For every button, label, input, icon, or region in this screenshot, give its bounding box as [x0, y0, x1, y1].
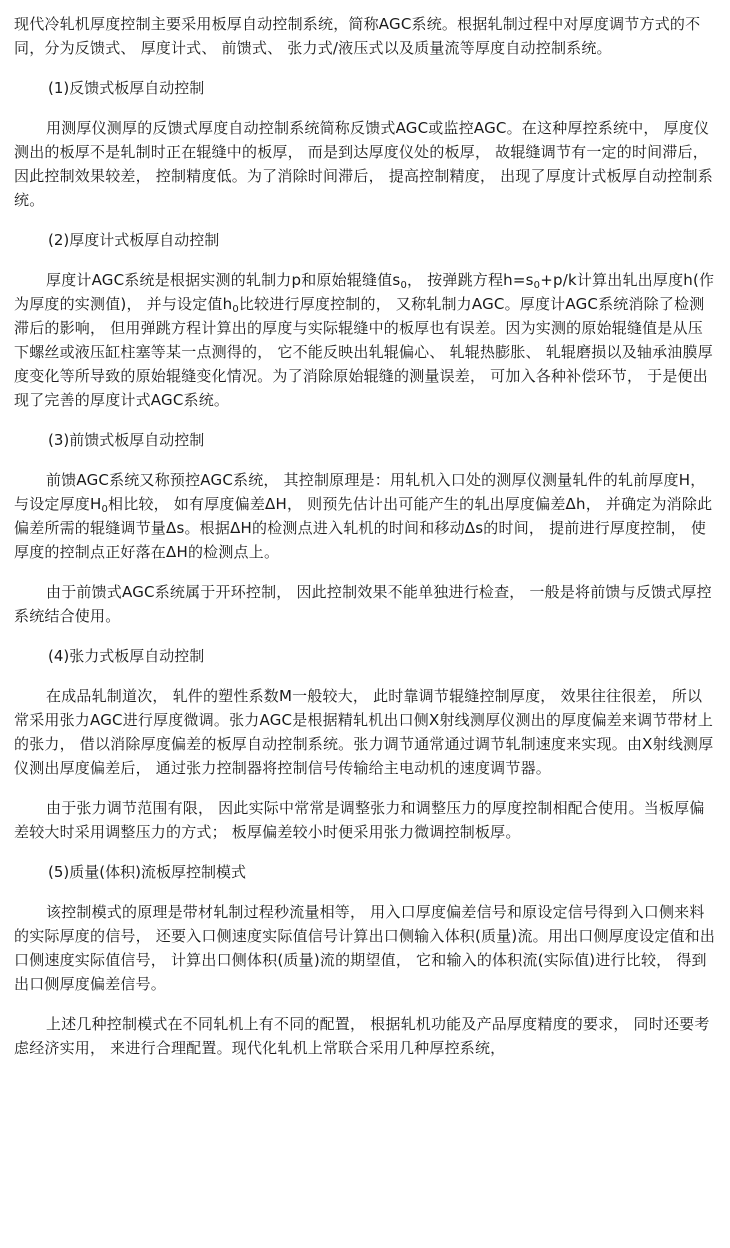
s2-text-a: 厚度计AGC系统是根据实测的轧制力p和原始辊缝值s	[46, 271, 401, 289]
section-4-heading: (4)张力式板厚自动控制	[48, 647, 205, 665]
section-3-paragraph-1	[14, 468, 716, 564]
section-4-paragraph-2: 由于张力调节范围有限， 因此实际中常常是调整张力和调整压力的厚度控制相配合使用。当板厚偏差较大时采用调整压力的方式； 板厚偏差较小时便采用张力微调控制板厚。	[14, 799, 705, 841]
s2-text-b: ， 按弹跳方程h=s	[407, 271, 534, 289]
intro-paragraph: 现代冷轧机厚度控制主要采用板厚自动控制系统，简称AGC系统。根据轧制过程中对厚度调节方式的不同，分为反馈式、 厚度计式、 前馈式、 张力式/液压式以及质量流等厚度自动控制系统。	[14, 15, 701, 57]
section-3-paragraph-2: 由于前馈式AGC系统属于开环控制， 因此控制效果不能单独进行检查， 一般是将前馈与反馈式厚控系统结合使用。	[14, 583, 712, 625]
section-5-heading: (5)质量(体积)流板厚控制模式	[48, 863, 246, 881]
s2-sub-2: 0	[533, 280, 541, 291]
section-1-heading: (1)反馈式板厚自动控制	[48, 79, 205, 97]
s2-text-d: 比较进行厚度控制的， 又称轧制力AGC。厚度计AGC系统消除了检测滞后的影响， 但用弹跳方程计算出的厚度与实际辊缝中的板厚也有误差。因为实测的原始辊缝值是从压下螺丝或液压缸柱塞等某一点测得的， 它不能反映出轧辊偏心、 轧辊热膨胀、 轧辊磨损以及轴承油膜厚度变化等所导致的原始辊缝变化情况。为了消除原始辊缝的测量误差， 可加入各种补偿环节， 于是便出现了完善的厚度计式AGC系统。	[14, 295, 713, 409]
s2-sub-1: 0	[400, 280, 407, 291]
section-5-paragraph-2: 上述几种控制模式在不同轧机上有不同的配置， 根据轧机功能及产品厚度精度的要求， 同时还要考虑经济实用， 来进行合理配置。现代化轧机上常联合采用几种厚控系统，	[14, 1015, 710, 1057]
s3-text-a: 前馈AGC系统又称预控AGC系统， 其控制原理是：用轧机入口处的测厚仪测量轧件的轧前厚度H，与设定厚度H	[14, 471, 706, 513]
section-4-paragraph-1: 在成品轧制道次， 轧件的塑性系数M一般较大， 此时靠调节辊缝控制厚度， 效果往往很差， 所以常采用张力AGC进行厚度微调。张力AGC是根据精轧机出口侧X射线测厚仪测出的厚度偏差来调节带材上的张力， 借以消除厚度偏差的板厚自动控制系统。张力调节通常通过调节轧制速度来实现。由X射线测厚仪测出厚度偏差后， 通过张力控制器将控制信号传输给主电动机的速度调节器。	[14, 687, 714, 777]
s3-sub-1: 0	[101, 504, 109, 515]
s2-text-c: +p/k计算出轧出厚度h(作为厚度的实测值)， 并与设定值h	[14, 271, 715, 313]
section-2-heading: (2)厚度计式板厚自动控制	[48, 231, 220, 249]
section-1-paragraph: 用测厚仪测厚的反馈式厚度自动控制系统简称反馈式AGC或监控AGC。在这种厚控系统中， 厚度仪测出的板厚不是轧制时正在辊缝中的板厚， 而是到达厚度仪处的板厚， 故辊缝调节有一定的时间滞后， 因此控制效果较差， 控制精度低。为了消除时间滞后， 提高控制精度， 出现了厚度计式板厚自动控制系统。	[14, 119, 713, 209]
s2-sub-3: 0	[232, 304, 239, 315]
section-2-paragraph	[14, 268, 716, 412]
section-5-paragraph-1: 该控制模式的原理是带材轧制过程秒流量相等， 用入口厚度偏差信号和原设定信号得到入口侧来料的实际厚度的信号， 还要入口侧速度实际值信号计算出口侧输入体积(质量)流。用出口侧厚度设定值和出口侧速度实际值信号， 计算出口侧体积(质量)流的期望值， 它和输入的体积流(实际值)进行比较， 得到出口侧厚度偏差信号。	[14, 903, 716, 993]
s3-text-b: 相比较， 如有厚度偏差ΔH， 则预先估计出可能产生的轧出厚度偏差Δh， 并确定为消除此偏差所需的辊缝调节量Δs。根据ΔH的检测点进入轧机的时间和移动Δs的时间， 提前进行厚度控制， 使厚度的控制点正好落在ΔH的检测点上。	[14, 495, 713, 561]
section-3-heading: (3)前馈式板厚自动控制	[48, 431, 205, 449]
document-body	[14, 12, 716, 1060]
